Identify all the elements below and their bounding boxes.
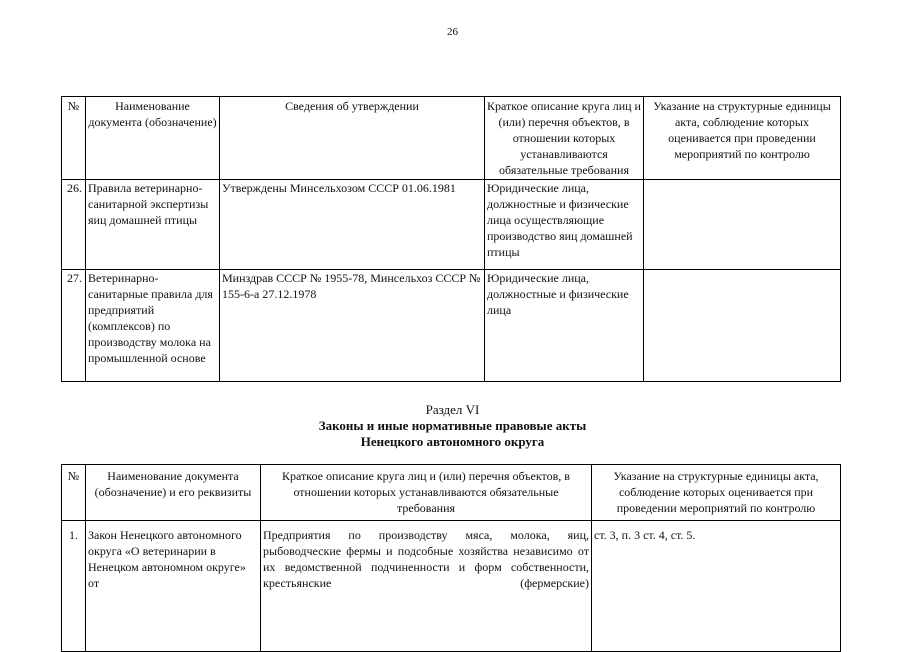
header-scope: Краткое описание круга лиц и (или) перечня объектов, в отношении которых устанавливаются обязательные требования <box>261 465 592 521</box>
row-number: 27. <box>62 270 86 382</box>
page-number: 26 <box>447 26 458 38</box>
document-name: Закон Ненецкого автономного округа «О ветеринарии в Ненецком автономном округе» от <box>86 521 261 652</box>
header-structural-units: Указание на структурные единицы акта, соблюдение которых оценивается при проведении мероприятий по контролю <box>592 465 841 521</box>
section-label: Раздел VI <box>425 402 480 417</box>
structural-units <box>644 180 841 270</box>
table-row <box>62 521 841 652</box>
table-row <box>62 270 841 382</box>
header-document-name: Наименование документа (обозначение) <box>86 97 220 180</box>
structural-units: ст. 3, п. 3 ст. 4, ст. 5. <box>592 521 841 652</box>
header-approval: Сведения об утверждении <box>220 97 485 180</box>
table-header-row <box>62 97 841 180</box>
header-scope: Краткое описание круга лиц и (или) перечня объектов, в отношении которых устанавливаются обязательные требования <box>485 97 644 180</box>
approval-info: Минздрав СССР № 1955-78, Минсельхоз СССР № 155-6-а 27.12.1978 <box>220 270 485 382</box>
structural-units <box>644 270 841 382</box>
header-structural-units: Указание на структурные единицы акта, соблюдение которых оценивается при проведении мероприятий по контролю <box>644 97 841 180</box>
regulations-table-section-v <box>61 96 841 382</box>
section-title-line-2: Ненецкого автономного округа <box>360 434 545 449</box>
scope-description: Юридические лица, должностные и физические лица осуществляющие производство яиц домашней птицы <box>485 180 644 270</box>
table-row <box>62 180 841 270</box>
header-document-name: Наименование документа (обозначение) и его реквизиты <box>86 465 261 521</box>
scope-description: Юридические лица, должностные и физические лица <box>485 270 644 382</box>
table-header-row <box>62 465 841 521</box>
scope-description: Предприятия по производству мяса, молока, яиц, рыбоводческие фермы и подсобные хозяйства независимо от их ведомственной подчиненности и форм собственности, крестьянские (фермерские) <box>261 521 592 652</box>
section-title-line-1: Законы и иные нормативные правовые акты <box>318 418 587 433</box>
header-number: № <box>62 97 86 180</box>
document-name: Ветеринарно-санитарные правила для предприятий (комплексов) по производству молока на промышленной основе <box>86 270 220 382</box>
row-number: 26. <box>62 180 86 270</box>
header-number: № <box>62 465 86 521</box>
document-name: Правила ветеринарно-санитарной экспертизы яиц домашней птицы <box>86 180 220 270</box>
row-number: 1. <box>62 521 86 652</box>
regulations-table-section-vi <box>61 464 841 652</box>
approval-info: Утверждены Минсельхозом СССР 01.06.1981 <box>220 180 485 270</box>
